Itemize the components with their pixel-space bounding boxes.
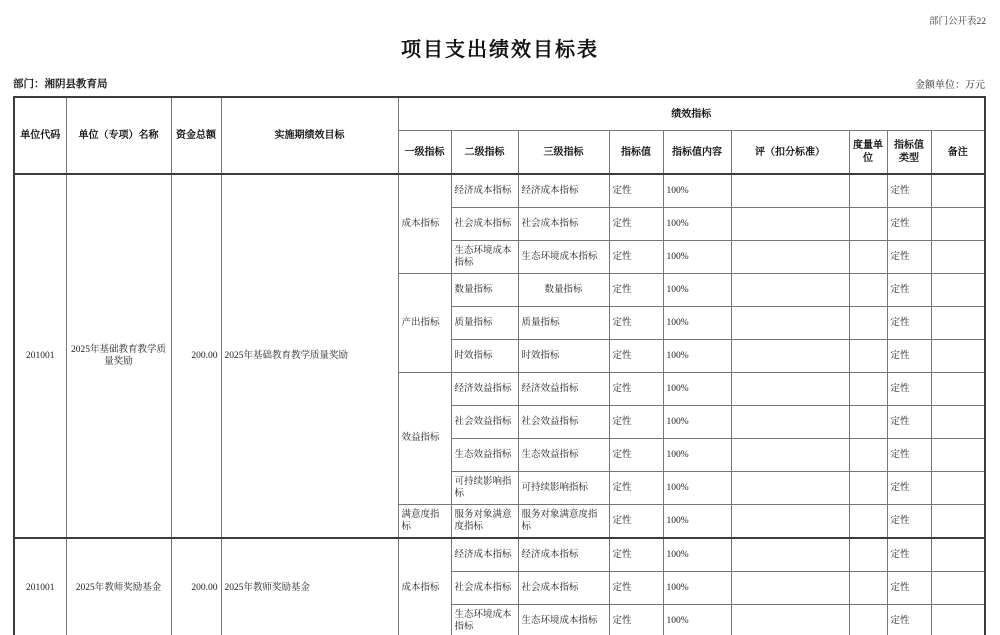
cell-value-type: 定性 xyxy=(887,307,931,340)
table-row xyxy=(14,174,985,208)
header-value-type: 指标值类型 xyxy=(887,131,931,175)
cell-level1-indicator: 产出指标 xyxy=(398,274,451,373)
cell-level3-indicator: 质量指标 xyxy=(518,307,609,340)
cell-level2-indicator: 生态环境成本指标 xyxy=(451,605,518,635)
cell-remark xyxy=(931,373,985,406)
cell-level1-indicator: 效益指标 xyxy=(398,373,451,505)
cell-measure-unit xyxy=(849,538,887,572)
cell-level3-indicator: 生态效益指标 xyxy=(518,439,609,472)
header-indicator-content: 指标值内容 xyxy=(663,131,731,175)
cell-value-type: 定性 xyxy=(887,538,931,572)
cell-indicator-value: 定性 xyxy=(609,605,663,635)
cell-level2-indicator: 社会成本指标 xyxy=(451,208,518,241)
cell-value-type: 定性 xyxy=(887,373,931,406)
cell-measure-unit xyxy=(849,605,887,635)
cell-remark xyxy=(931,472,985,505)
cell-measure-unit xyxy=(849,208,887,241)
cell-scoring-standard xyxy=(731,439,849,472)
cell-remark xyxy=(931,439,985,472)
header-level2: 二级指标 xyxy=(451,131,518,175)
cell-scoring-standard xyxy=(731,274,849,307)
department-label: 部门：湘阴县教育局 xyxy=(13,79,108,90)
cell-period-goal: 2025年基础教育教学质量奖励 xyxy=(221,174,398,538)
cell-indicator-content: 100% xyxy=(663,472,731,505)
cell-indicator-content: 100% xyxy=(663,174,731,208)
cell-indicator-content: 100% xyxy=(663,605,731,635)
cell-level2-indicator: 经济成本指标 xyxy=(451,174,518,208)
cell-measure-unit xyxy=(849,505,887,539)
cell-value-type: 定性 xyxy=(887,406,931,439)
performance-target-table xyxy=(13,96,986,635)
cell-unit-name: 2025年基础教育教学质量奖励 xyxy=(66,174,171,538)
header-remark: 备注 xyxy=(931,131,985,175)
cell-indicator-content: 100% xyxy=(663,373,731,406)
cell-indicator-content: 100% xyxy=(663,505,731,539)
cell-period-goal: 2025年教师奖励基金 xyxy=(221,538,398,635)
cell-level2-indicator: 社会成本指标 xyxy=(451,572,518,605)
cell-scoring-standard xyxy=(731,307,849,340)
cell-indicator-value: 定性 xyxy=(609,505,663,539)
cell-indicator-value: 定性 xyxy=(609,472,663,505)
cell-level2-indicator: 数量指标 xyxy=(451,274,518,307)
cell-remark xyxy=(931,406,985,439)
cell-scoring-standard xyxy=(731,472,849,505)
cell-indicator-content: 100% xyxy=(663,406,731,439)
cell-indicator-value: 定性 xyxy=(609,274,663,307)
cell-indicator-content: 100% xyxy=(663,274,731,307)
cell-value-type: 定性 xyxy=(887,572,931,605)
corner-table-number: 部门公开表22 xyxy=(928,17,986,27)
header-unit-name: 单位（专项）名称 xyxy=(66,97,171,174)
cell-measure-unit xyxy=(849,472,887,505)
header-measure-unit: 度量单位 xyxy=(849,131,887,175)
cell-scoring-standard xyxy=(731,572,849,605)
cell-measure-unit xyxy=(849,307,887,340)
cell-indicator-content: 100% xyxy=(663,241,731,274)
cell-measure-unit xyxy=(849,373,887,406)
cell-unit-name: 2025年教师奖励基金 xyxy=(66,538,171,635)
cell-indicator-value: 定性 xyxy=(609,373,663,406)
cell-value-type: 定性 xyxy=(887,274,931,307)
cell-remark xyxy=(931,572,985,605)
cell-level1-indicator: 成本指标 xyxy=(398,174,451,274)
table-header xyxy=(14,97,985,174)
cell-measure-unit xyxy=(849,406,887,439)
cell-indicator-value: 定性 xyxy=(609,208,663,241)
cell-level3-indicator: 社会效益指标 xyxy=(518,406,609,439)
cell-measure-unit xyxy=(849,439,887,472)
cell-measure-unit xyxy=(849,241,887,274)
header-total-fund: 资金总额 xyxy=(171,97,221,174)
cell-value-type: 定性 xyxy=(887,439,931,472)
cell-level3-indicator: 服务对象满意度指标 xyxy=(518,505,609,539)
cell-indicator-value: 定性 xyxy=(609,538,663,572)
cell-indicator-value: 定性 xyxy=(609,340,663,373)
cell-indicator-value: 定性 xyxy=(609,241,663,274)
cell-value-type: 定性 xyxy=(887,605,931,635)
cell-remark xyxy=(931,307,985,340)
cell-remark xyxy=(931,274,985,307)
cell-measure-unit xyxy=(849,340,887,373)
cell-level2-indicator: 生态环境成本指标 xyxy=(451,241,518,274)
meta-row xyxy=(13,76,985,91)
cell-scoring-standard xyxy=(731,241,849,274)
cell-level2-indicator: 经济效益指标 xyxy=(451,373,518,406)
cell-indicator-value: 定性 xyxy=(609,174,663,208)
cell-indicator-content: 100% xyxy=(663,340,731,373)
cell-remark xyxy=(931,241,985,274)
cell-indicator-content: 100% xyxy=(663,208,731,241)
cell-level1-indicator: 成本指标 xyxy=(398,538,451,635)
cell-level3-indicator: 生态环境成本指标 xyxy=(518,241,609,274)
cell-scoring-standard xyxy=(731,538,849,572)
cell-level2-indicator: 社会效益指标 xyxy=(451,406,518,439)
cell-value-type: 定性 xyxy=(887,340,931,373)
cell-indicator-value: 定性 xyxy=(609,439,663,472)
table-body xyxy=(14,174,985,635)
cell-level2-indicator: 可持续影响指标 xyxy=(451,472,518,505)
header-scoring: 评（扣分标准） xyxy=(731,131,849,175)
cell-scoring-standard xyxy=(731,505,849,539)
cell-scoring-standard xyxy=(731,373,849,406)
cell-value-type: 定性 xyxy=(887,472,931,505)
cell-unit-code: 201001 xyxy=(14,538,66,635)
cell-level3-indicator: 社会成本指标 xyxy=(518,208,609,241)
header-performance-group: 绩效指标 xyxy=(398,97,985,131)
cell-level3-indicator: 数量指标 xyxy=(518,274,609,307)
cell-measure-unit xyxy=(849,572,887,605)
cell-level3-indicator: 社会成本指标 xyxy=(518,572,609,605)
cell-unit-code: 201001 xyxy=(14,174,66,538)
cell-indicator-content: 100% xyxy=(663,538,731,572)
cell-remark xyxy=(931,505,985,539)
cell-level3-indicator: 生态环境成本指标 xyxy=(518,605,609,635)
cell-remark xyxy=(931,538,985,572)
cell-level1-indicator: 满意度指标 xyxy=(398,505,451,539)
cell-scoring-standard xyxy=(731,340,849,373)
page-title: 项目支出绩效目标表 xyxy=(401,39,599,61)
cell-value-type: 定性 xyxy=(887,208,931,241)
cell-indicator-content: 100% xyxy=(663,307,731,340)
cell-level3-indicator: 经济成本指标 xyxy=(518,174,609,208)
cell-remark xyxy=(931,174,985,208)
cell-remark xyxy=(931,605,985,635)
cell-level3-indicator: 时效指标 xyxy=(518,340,609,373)
cell-scoring-standard xyxy=(731,174,849,208)
amount-unit-label: 金额单位：万元 xyxy=(915,80,985,91)
cell-level2-indicator: 生态效益指标 xyxy=(451,439,518,472)
cell-indicator-content: 100% xyxy=(663,572,731,605)
cell-indicator-value: 定性 xyxy=(609,572,663,605)
cell-scoring-standard xyxy=(731,208,849,241)
cell-level3-indicator: 经济成本指标 xyxy=(518,538,609,572)
cell-value-type: 定性 xyxy=(887,241,931,274)
header-row-1 xyxy=(14,97,985,131)
header-level1: 一级指标 xyxy=(398,131,451,175)
cell-value-type: 定性 xyxy=(887,174,931,208)
header-level3: 三级指标 xyxy=(518,131,609,175)
cell-measure-unit xyxy=(849,274,887,307)
cell-level2-indicator: 服务对象满意度指标 xyxy=(451,505,518,539)
cell-scoring-standard xyxy=(731,605,849,635)
cell-level2-indicator: 时效指标 xyxy=(451,340,518,373)
table-row xyxy=(14,538,985,572)
cell-level2-indicator: 经济成本指标 xyxy=(451,538,518,572)
cell-scoring-standard xyxy=(731,406,849,439)
cell-indicator-value: 定性 xyxy=(609,307,663,340)
cell-total-fund: 200.00 xyxy=(171,538,221,635)
cell-level2-indicator: 质量指标 xyxy=(451,307,518,340)
header-period-goal: 实施期绩效目标 xyxy=(221,97,398,174)
header-indicator-value: 指标值 xyxy=(609,131,663,175)
cell-remark xyxy=(931,208,985,241)
cell-level3-indicator: 可持续影响指标 xyxy=(518,472,609,505)
cell-level3-indicator: 经济效益指标 xyxy=(518,373,609,406)
cell-measure-unit xyxy=(849,174,887,208)
header-unit-code: 单位代码 xyxy=(14,97,66,174)
cell-total-fund: 200.00 xyxy=(171,174,221,538)
cell-value-type: 定性 xyxy=(887,505,931,539)
cell-remark xyxy=(931,340,985,373)
cell-indicator-value: 定性 xyxy=(609,406,663,439)
cell-indicator-content: 100% xyxy=(663,439,731,472)
